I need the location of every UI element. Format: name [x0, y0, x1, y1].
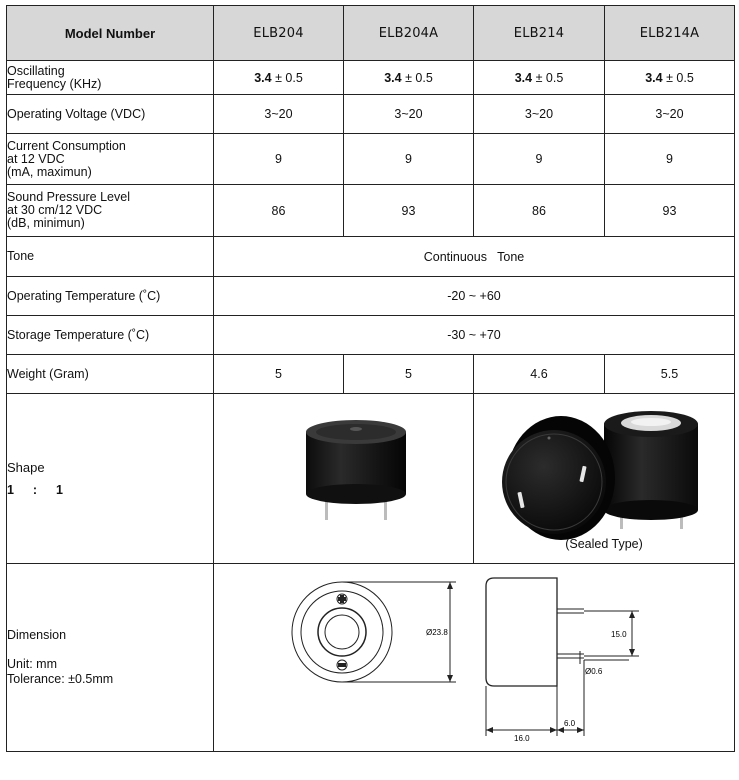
frequency-value [474, 61, 605, 95]
spl-value: 86 [474, 185, 605, 237]
tone-row [7, 237, 735, 277]
current-label-line2: at 12 VDC [7, 151, 65, 166]
frequency-value [214, 61, 344, 95]
weight-label: Weight (Gram) [7, 355, 214, 394]
weight-value: 5.5 [605, 355, 735, 394]
current-value: 9 [344, 134, 474, 185]
spl-label-line3: (dB, minimun) [7, 216, 85, 230]
weight-value: 5 [214, 355, 344, 394]
tone-value: Continuous Tone [214, 237, 735, 277]
sealed-caption: (Sealed Type) [565, 537, 643, 551]
tone-label: Tone [7, 237, 214, 277]
shape-label-cell [7, 394, 214, 564]
shape-photo-sealed [474, 394, 735, 564]
frequency-number: 3.4 [384, 70, 402, 85]
current-value: 9 [605, 134, 735, 185]
spl-label-line2: at 30 cm/12 VDC [7, 203, 103, 217]
frequency-label-line2: Frequency (KHz) [7, 76, 102, 91]
shape-scale: 1 : 1 [7, 482, 67, 497]
pin-length-label: 6.0 [564, 719, 576, 728]
frequency-tolerance: ± 0.5 [271, 70, 303, 85]
storage-temp-label: Storage Temperature (˚C) [7, 316, 214, 355]
frequency-tolerance: ± 0.5 [662, 70, 694, 85]
dimension-label: Dimension [7, 628, 67, 642]
weight-row [7, 355, 735, 394]
diameter-label: Ø23.8 [426, 628, 448, 637]
current-label [7, 134, 214, 185]
spec-table [6, 5, 735, 752]
frequency-label-line1: Oscillating [7, 63, 65, 78]
weight-value: 4.6 [474, 355, 605, 394]
voltage-value: 3~20 [344, 95, 474, 134]
voltage-value: 3~20 [214, 95, 344, 134]
dimension-drawing-cell [214, 564, 735, 752]
current-value: 9 [214, 134, 344, 185]
model-elb214: ELB214 [474, 6, 605, 61]
frequency-number: 3.4 [254, 70, 272, 85]
dimension-unit: Unit: mm [7, 657, 57, 671]
frequency-label [7, 61, 214, 95]
op-temp-value: -20 ~ +60 [214, 277, 735, 316]
pin-spacing-label: 15.0 [611, 630, 627, 639]
frequency-tolerance: ± 0.5 [401, 70, 433, 85]
frequency-row [7, 61, 735, 95]
voltage-row [7, 95, 735, 134]
shape-label: Shape [7, 459, 45, 475]
height-label: 16.0 [514, 734, 530, 743]
voltage-label: Operating Voltage (VDC) [7, 95, 214, 134]
voltage-value: 3~20 [474, 95, 605, 134]
model-elb204a: ELB204A [344, 6, 474, 61]
spl-value: 93 [344, 185, 474, 237]
frequency-value [605, 61, 735, 95]
header-label: Model Number [7, 6, 214, 61]
weight-value: 5 [344, 355, 474, 394]
spl-value: 93 [605, 185, 735, 237]
pin-diameter-label: Ø0.6 [585, 667, 603, 676]
op-temp-label: Operating Temperature (˚C) [7, 277, 214, 316]
spl-row [7, 185, 735, 237]
frequency-number: 3.4 [514, 70, 533, 85]
model-elb214a: ELB214A [605, 6, 735, 61]
spl-label [7, 185, 214, 237]
op-temp-row [7, 277, 735, 316]
frequency-tolerance: ± 0.5 [532, 70, 564, 85]
buzzer-sealed-image [474, 394, 734, 560]
current-label-line3: (mA, maximun) [7, 164, 92, 179]
storage-temp-value: -30 ~ +70 [214, 316, 735, 355]
dimension-label-cell [7, 564, 214, 752]
buzzer-standard-image [214, 394, 472, 560]
spl-label-line1: Sound Pressure Level [7, 190, 130, 204]
model-elb204: ELB204 [214, 6, 344, 61]
dimension-row [7, 564, 735, 752]
frequency-number: 3.4 [645, 70, 663, 85]
current-value: 9 [474, 134, 605, 185]
storage-temp-row [7, 316, 735, 355]
shape-row [7, 394, 735, 564]
current-label-line1: Current Consumption [7, 138, 126, 153]
current-row [7, 134, 735, 185]
shape-photo-standard [214, 394, 474, 564]
dimension-tolerance: Tolerance: ±0.5mm [7, 672, 114, 686]
spl-value: 86 [214, 185, 344, 237]
frequency-value [344, 61, 474, 95]
voltage-value: 3~20 [605, 95, 735, 134]
dimension-drawing [214, 564, 735, 748]
header-row [7, 6, 735, 61]
front-ring-circle [301, 591, 383, 673]
